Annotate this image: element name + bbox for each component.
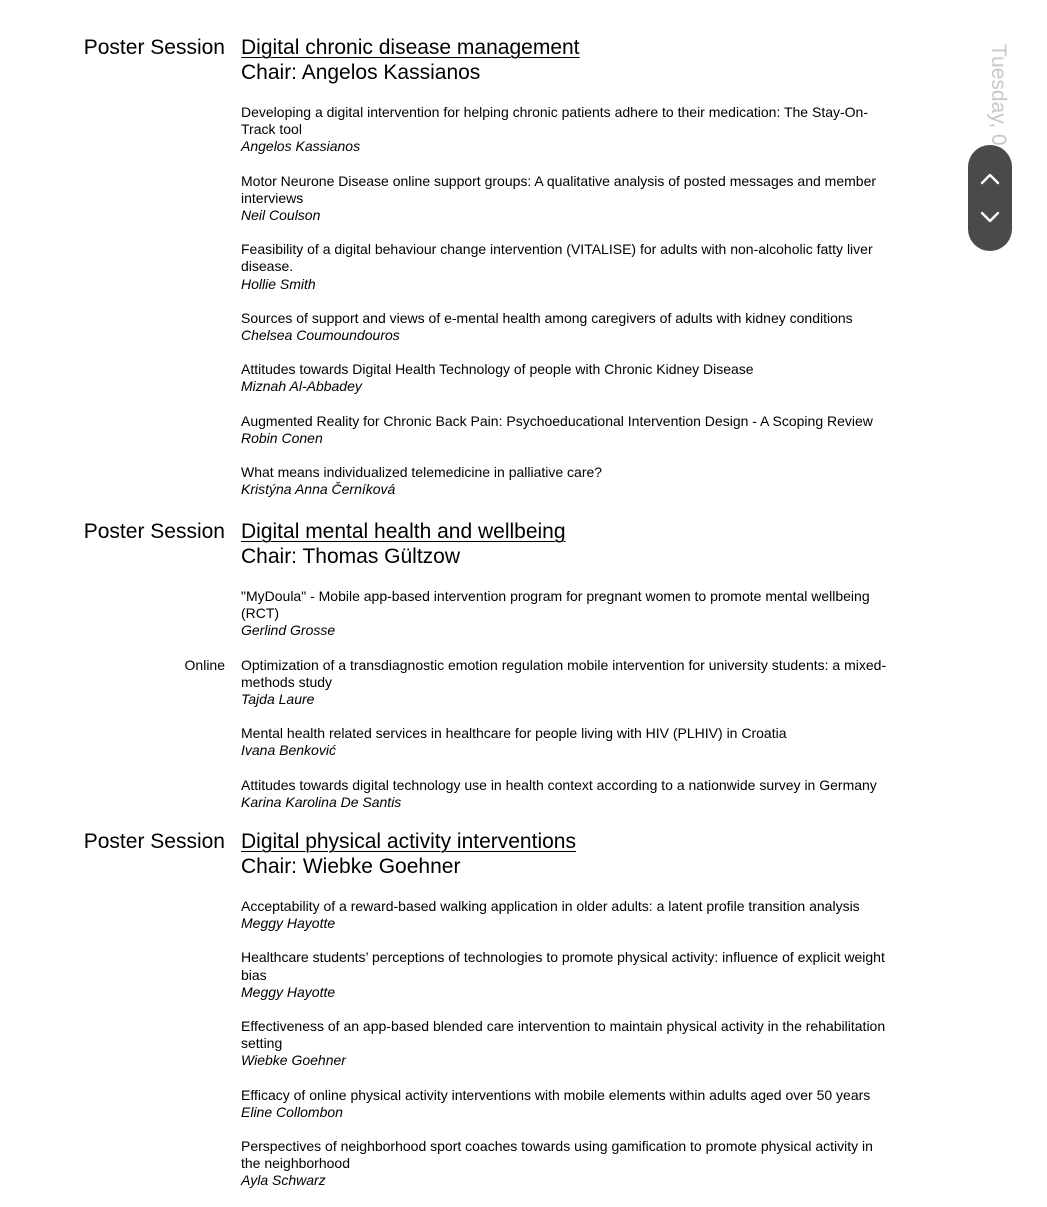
paper-item xyxy=(0,361,1047,395)
poster-session xyxy=(0,35,1047,515)
paper-title: Feasibility of a digital behaviour change intervention (VITALISE) for adults with non-alcoholic fatty liver disease. xyxy=(241,241,873,275)
paper-item xyxy=(0,413,1047,447)
poster-session xyxy=(0,519,1047,828)
session-type-label: Poster Session xyxy=(83,36,225,59)
session-header xyxy=(0,35,1047,87)
paper-title: Sources of support and views of e-mental health among caregivers of adults with kidney conditions xyxy=(241,309,853,326)
presentation-mode-tag: Online xyxy=(184,656,225,673)
paper-author: Kristýna Anna Černíková xyxy=(241,481,396,498)
paper-list xyxy=(0,881,1047,1190)
paper-author: Chelsea Coumoundouros xyxy=(241,327,400,344)
paper-item xyxy=(0,104,1047,156)
paper-title: Optimization of a transdiagnostic emotion regulation mobile intervention for university students: a mixed-methods study xyxy=(241,656,887,690)
paper-item xyxy=(0,464,1047,498)
session-type-label: Poster Session xyxy=(83,830,225,853)
paper-title: Effectiveness of an app-based blended care intervention to maintain physical activity in the rehabilitation setting xyxy=(241,1018,886,1052)
paper-author: Neil Coulson xyxy=(241,207,321,224)
paper-title: Efficacy of online physical activity interventions with mobile elements within adults aged over 50 years xyxy=(241,1086,871,1103)
session-header xyxy=(0,519,1047,571)
day-label-text: Tuesday, 0 xyxy=(987,44,1010,146)
paper-item xyxy=(0,588,1047,640)
poster-session xyxy=(0,829,1047,1207)
scroll-up-button[interactable] xyxy=(968,159,1012,199)
session-chair: Chair: Wiebke Goehner xyxy=(241,855,461,878)
paper-title: Attitudes towards Digital Health Technology of people with Chronic Kidney Disease xyxy=(241,361,754,378)
paper-item xyxy=(0,173,1047,225)
chevron-up-icon xyxy=(980,173,1000,185)
paper-item xyxy=(0,1018,1047,1070)
scroll-navigation xyxy=(968,145,1012,251)
paper-item xyxy=(0,657,1047,709)
session-type-label: Poster Session xyxy=(83,520,225,543)
paper-author: Ayla Schwarz xyxy=(241,1172,326,1189)
paper-title: Mental health related services in healthcare for people living with HIV (PLHIV) in Croatia xyxy=(241,725,787,742)
session-chair: Chair: Angelos Kassianos xyxy=(241,61,481,84)
paper-item xyxy=(0,1138,1047,1190)
paper-title: What means individualized telemedicine in palliative care? xyxy=(241,464,603,481)
paper-title: Perspectives of neighborhood sport coaches towards using gamification to promote physical activity in the neighborhood xyxy=(241,1138,873,1172)
paper-author: Meggy Hayotte xyxy=(241,983,336,1000)
paper-item xyxy=(0,949,1047,1001)
paper-title: Attitudes towards digital technology use in health context according to a nationwide survey in Germany xyxy=(241,776,877,793)
day-label xyxy=(986,44,1016,154)
paper-author: Wiebke Goehner xyxy=(241,1052,346,1069)
paper-item xyxy=(0,898,1047,932)
session-title-link[interactable]: Digital chronic disease management xyxy=(241,36,580,59)
paper-item xyxy=(0,777,1047,811)
paper-item xyxy=(0,725,1047,759)
paper-list xyxy=(0,87,1047,498)
scroll-down-button[interactable] xyxy=(968,197,1012,237)
paper-author: Robin Conen xyxy=(241,429,323,446)
session-title-link[interactable]: Digital mental health and wellbeing xyxy=(241,520,566,543)
paper-item xyxy=(0,241,1047,293)
paper-title: Healthcare students’ perceptions of technologies to promote physical activity: influence of explicit weight bias xyxy=(241,949,885,983)
paper-title: Acceptability of a reward-based walking application in older adults: a latent profile transition analysis xyxy=(241,898,860,914)
paper-author: Eline Collombon xyxy=(241,1103,343,1120)
session-chair: Chair: Thomas Gültzow xyxy=(241,545,461,568)
chevron-down-icon xyxy=(980,211,1000,223)
paper-item xyxy=(0,310,1047,344)
paper-author: Gerlind Grosse xyxy=(241,622,336,639)
paper-author: Meggy Hayotte xyxy=(241,915,336,932)
session-header xyxy=(0,829,1047,881)
paper-author: Karina Karolina De Santis xyxy=(241,793,402,810)
paper-title: "MyDoula" - Mobile app-based intervention program for pregnant women to promote mental wellbeing (RCT) xyxy=(241,588,870,622)
paper-item xyxy=(0,1087,1047,1121)
paper-author: Miznah Al-Abbadey xyxy=(241,378,362,395)
paper-author: Hollie Smith xyxy=(241,275,316,292)
paper-title: Developing a digital intervention for helping chronic patients adhere to their medication: The Stay-On-Track tool xyxy=(241,104,868,138)
paper-author: Angelos Kassianos xyxy=(241,138,361,155)
session-title-link[interactable]: Digital physical activity interventions xyxy=(241,830,576,853)
paper-list xyxy=(0,571,1047,811)
paper-title: Motor Neurone Disease online support groups: A qualitative analysis of posted messages and member interviews xyxy=(241,172,877,206)
paper-title: Augmented Reality for Chronic Back Pain: Psychoeducational Intervention Design - A Scoping Review xyxy=(241,412,873,429)
paper-author: Tajda Laure xyxy=(241,691,315,708)
paper-author: Ivana Benković xyxy=(241,742,336,759)
